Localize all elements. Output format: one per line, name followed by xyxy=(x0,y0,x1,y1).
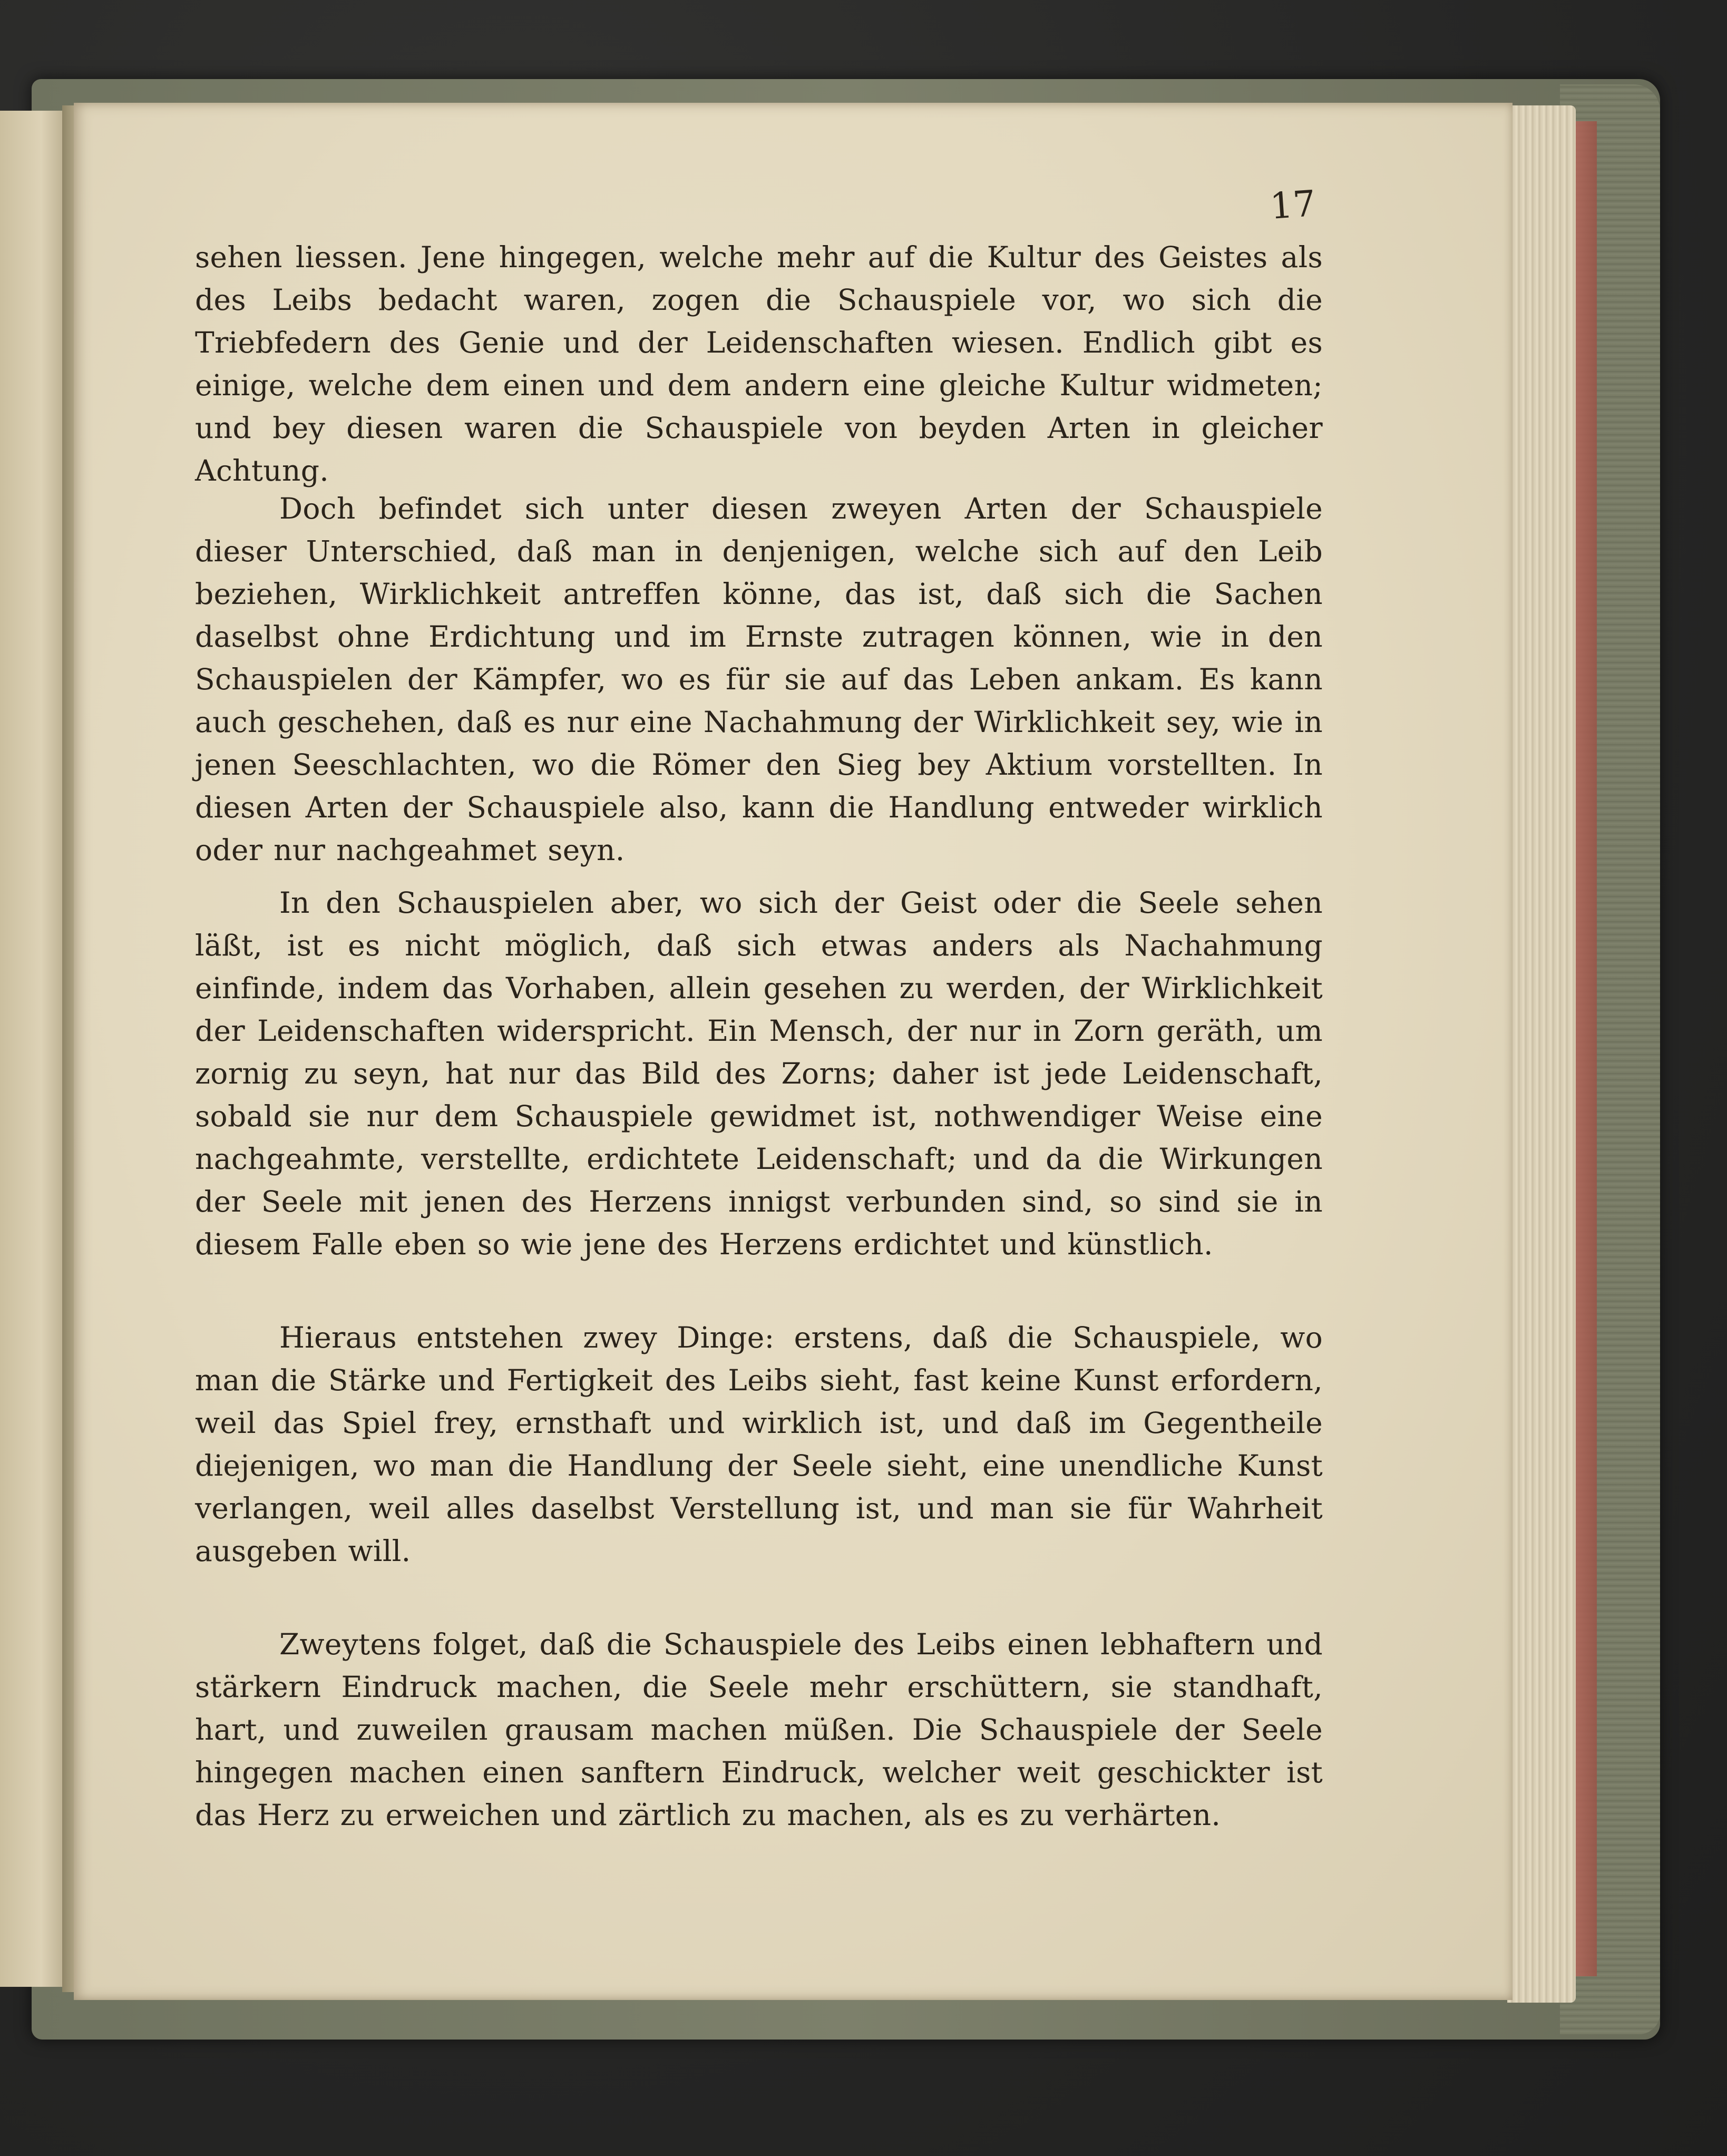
red-edge-stain xyxy=(1576,121,1597,1976)
paragraph-5: Zweytens folget, daß die Schauspiele des Leibs einen lebhaftern und stärkern Eindruck machen, die Seele mehr erschüttern, sie standhaft, hart, und zuweilen grausam machen müßen. Die Schauspiele der Seele hingegen machen einen sanftern Eindruck, welcher weit geschickter ist das Herz zu erweichen und zärtlich zu machen, als es zu verhärten. xyxy=(195,1627,1323,1832)
page-block-edges xyxy=(1507,105,1576,2003)
left-page-sliver xyxy=(0,111,69,1987)
paragraph-3: In den Schauspielen aber, wo sich der Geist oder die Seele sehen läßt, ist es nicht möglich, daß sich etwas anders als Nachahmung einfinde, indem das Vorhaben, allein gesehen zu werden, der Wirklichkeit der Leidenschaften widerspricht. Ein Mensch, der nur in Zorn geräth, um zornig zu seyn, hat nur das Bild des Zorns; daher ist jede Leidenschaft, sobald sie nur dem Schauspiele gewidmet ist, nothwendiger Weise eine nachgeahmte, verstellte, erdichtete Leidenschaft; und da die Wirkungen der Seele mit jenen des Herzens innigst verbunden sind, so sind sie in diesem Falle eben so wie jene des Herzens erdichtet und künstlich. xyxy=(195,886,1323,1261)
paragraph-2: Doch befindet sich unter diesen zweyen Arten der Schauspiele dieser Unterschied, daß man in denjenigen, welche sich auf den Leib beziehen, Wirklichkeit antreffen könne, das ist, daß sich die Sachen daselbst ohne Erdichtung und im Ernste zutragen können, wie in den Schauspielen der Kämpfer, wo es für sie auf das Leben ankam. Es kann auch geschehen, daß es nur eine Nachahmung der Wirklichkeit sey, wie in jenen Seeschlachten, wo die Römer den Sieg bey Aktium vorstellten. In diesen Arten der Schauspiele also, kann die Handlung entweder wirklich oder nur nachgeahmet seyn. xyxy=(195,492,1323,867)
paragraph-1: sehen liessen. Jene hingegen, welche mehr auf die Kultur des Geistes als des Leibs bedacht waren, zogen die Schauspiele vor, wo sich die Triebfedern des Genie und der Leidenschaften wiesen. Endlich gibt es einige, welche dem einen und dem andern eine gleiche Kultur widmeten; und bey diesen waren die Schauspiele von beyden Arten in gleicher Achtung. xyxy=(195,240,1323,487)
page-number: 17 xyxy=(1269,183,1318,228)
paragraph-4: Hieraus entstehen zwey Dinge: erstens, daß die Schauspiele, wo man die Stärke und Fertigkeit des Leibs sieht, fast keine Kunst erfordern, weil das Spiel frey, ernsthaft und wirklich ist, und daß im Gegentheile diejenigen, wo man die Handlung der Seele sieht, eine unendliche Kunst verlangen, weil alles daselbst Verstellung ist, und man sie für Wahrheit ausgeben will. xyxy=(195,1321,1323,1568)
